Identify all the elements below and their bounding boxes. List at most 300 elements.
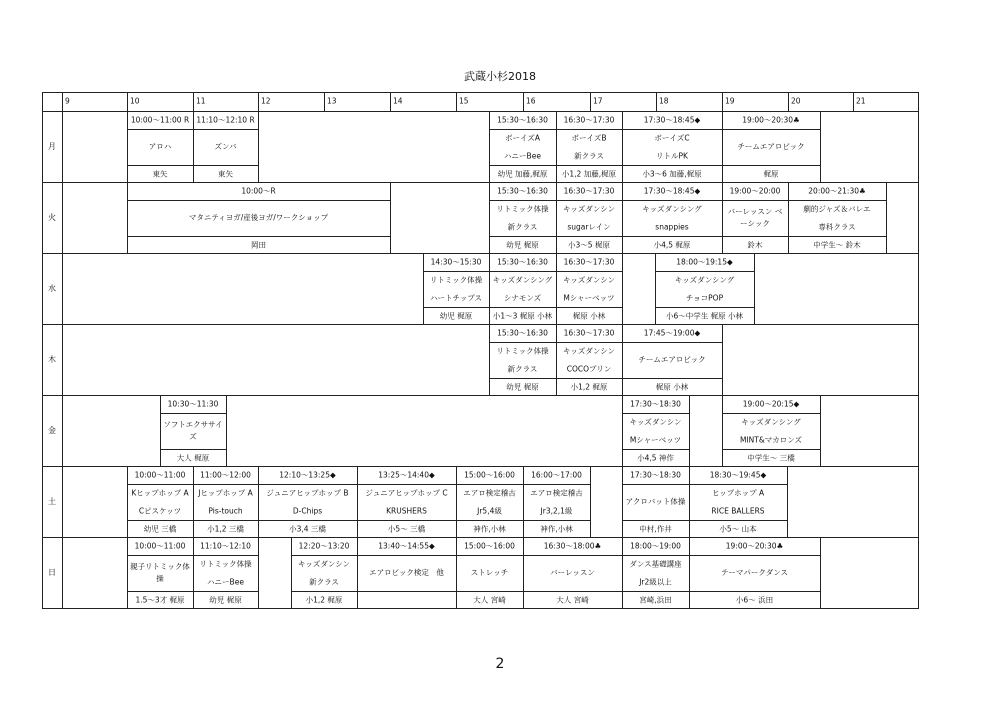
class-border [160,395,161,467]
class-bottom [423,324,490,325]
class-time: 16:30〜17:30 [563,257,615,267]
class-border [258,537,259,609]
class-time: 18:00〜19:00 [630,541,681,551]
class-name: Jヒップホップ A [198,488,253,498]
class-time: 12:10〜13:25◆ [279,470,336,480]
class-divider [622,520,690,521]
class-name: キッズダンシン [562,346,616,356]
class-time: 16:30〜17:30 [563,115,615,125]
class-name-sub: Mシャーベッツ [563,293,615,303]
hour-divider [656,92,657,112]
class-name: キッズダンシン [562,275,616,285]
class-name-sub: Jr5,4級 [477,506,502,516]
class-name: チームエアロビック [737,142,805,151]
class-time: 13:25〜14:40◆ [378,470,435,480]
class-bottom [722,253,789,254]
class-name: キッズダンシング [674,275,735,285]
class-teacher: 中村,作井 [639,523,672,533]
class-teacher: 神作,小林 [473,523,506,533]
class-divider [258,484,358,485]
class-time: 15:30〜16:30 [497,328,548,338]
class-divider [556,271,623,272]
class-bottom [622,466,690,467]
class-bottom [722,182,821,183]
class-bottom [556,395,623,396]
class-name-sub: Jr3,2,1級 [540,506,573,516]
class-divider [127,165,194,166]
class-name: 劇的ジャズ＆バレエ [803,204,871,214]
class-divider [622,378,723,379]
class-name-sub: 新クラス [507,222,538,232]
class-name-sub: 新クラス [574,151,604,161]
class-teacher: 宮崎,浜田 [639,594,672,604]
class-time: 10:30〜11:30 [167,399,219,409]
class-divider [357,591,457,592]
class-border [622,395,623,467]
class-divider [357,520,457,521]
class-name: ボーイズC [654,133,690,143]
class-bottom [523,537,591,538]
class-divider [722,449,821,450]
class-border [820,111,821,183]
class-divider [127,200,391,201]
class-divider [193,591,259,592]
class-divider [456,520,524,521]
class-teacher: 梶原 [763,168,779,178]
class-name-sub: リトルPK [656,151,688,161]
class-bottom [655,324,755,325]
hour-divider [853,92,854,112]
class-bottom [489,395,557,396]
class-divider [689,520,788,521]
class-teacher: 小6〜中学生 梶原 小林 [665,310,744,320]
class-border [523,537,524,609]
class-divider [523,520,591,521]
class-name: テーマパークダンス [720,568,789,577]
class-divider [489,307,557,308]
class-bottom [193,537,259,538]
class-name-sub: RICE BALLERS [711,506,765,516]
class-time: 13:40〜14:55◆ [378,541,435,551]
class-border [622,324,623,396]
class-time: 14:30〜15:30 [430,257,482,267]
class-time: 19:00〜20:00 [729,186,781,196]
class-teacher: 幼児 三橋 [143,523,177,533]
class-divider [523,555,623,556]
class-divider [622,484,690,485]
class-divider [655,307,755,308]
class-border [258,466,259,538]
day-label: 日 [48,567,56,577]
class-teacher: 中学生〜 鈴木 [813,239,861,249]
class-border [193,111,194,183]
class-time: 17:30〜18:30 [630,470,681,480]
hour-divider [590,92,591,112]
class-border [291,537,292,609]
class-time: 10:00〜11:00 [134,541,186,551]
class-divider [489,200,557,201]
class-bottom [689,608,821,609]
class-divider [689,484,788,485]
class-divider [722,129,821,130]
hour-label: 16 [526,96,536,106]
class-teacher: 小1,2 梶原 [570,381,608,391]
class-border [622,111,623,183]
class-border [622,182,623,254]
class-divider [127,591,194,592]
class-bottom [556,324,623,325]
class-name-sub: ハニーBee [207,577,244,587]
class-divider [160,449,227,450]
class-time: 19:00〜20:30♣ [725,541,784,551]
class-teacher: 小4,5 神作 [637,452,674,462]
class-bottom [622,537,690,538]
class-name: キッズダンシング [642,204,702,214]
class-time: 11:10〜12:10 R [196,115,255,125]
class-name-sub: Mシャーベッツ [629,435,682,445]
class-border [787,466,788,538]
day-label: 水 [48,283,56,293]
class-divider [556,378,623,379]
class-time: 10:00〜R [241,186,276,196]
class-time: 12:20〜13:20 [298,541,350,551]
class-border [489,182,490,254]
class-border [390,182,391,254]
page-title: 武蔵小杉2018 [464,70,536,83]
class-border [788,182,789,254]
class-name: エアロ検定稽古 [463,488,516,498]
class-name: リトミック体操 [429,275,483,285]
hour-label: 21 [856,96,866,106]
class-divider [556,307,623,308]
class-name: ダンス基礎講座 [629,559,682,569]
class-divider [423,271,490,272]
class-bottom [788,253,887,254]
class-name-sub: ハニーBee [504,151,541,161]
class-divider [556,165,623,166]
class-time: 15:30〜16:30 [497,257,548,267]
class-name-sub: シナモンズ [503,293,542,303]
class-divider [423,307,490,308]
class-bottom [489,253,557,254]
class-divider [523,484,591,485]
class-name-sub: Pis-touch [208,506,243,516]
hour-divider [456,92,457,112]
class-name-sub: チョコPOP [685,293,724,303]
table-right-border [918,92,919,609]
class-divider [622,449,690,450]
class-border [226,395,227,467]
hour-label: 13 [327,96,337,106]
class-time: 15:00〜16:00 [464,541,515,551]
class-border [489,111,490,183]
class-time: 11:00〜12:00 [200,470,251,480]
class-divider [291,555,358,556]
class-teacher: 小3〜6 加藤,梶原 [642,168,702,178]
hour-divider [324,92,325,112]
class-bottom [127,182,194,183]
class-name: バーレッスン ベーシック [727,207,783,228]
class-teacher: 1.5〜3才 梶原 [135,594,185,604]
class-teacher: 大人 宮崎 [556,594,589,604]
hour-label: 19 [725,96,735,106]
class-teacher: 小1〜3 梶原 小林 [492,310,553,320]
class-name: エアロ検定稽古 [530,488,583,498]
class-divider [556,236,623,237]
day-label: 月 [48,141,56,151]
class-divider [489,129,557,130]
class-divider [357,555,457,556]
class-name: 親子リトミック体操 [130,562,190,583]
class-divider [193,555,259,556]
class-time: 17:30〜18:45◆ [643,186,701,196]
class-name: キッズダンシン [629,417,682,427]
class-name: ソフトエクササイズ [163,420,223,441]
hour-label: 12 [261,96,271,106]
class-border [722,324,723,396]
class-border [489,324,490,396]
class-border [357,466,358,538]
class-divider [622,165,723,166]
class-border [622,466,623,538]
class-name-sub: Cピスケッツ [138,506,182,516]
class-divider [722,165,821,166]
class-divider [127,520,194,521]
class-time: 18:00〜19:15◆ [676,257,733,267]
class-bottom [489,182,557,183]
hour-label: 20 [791,96,801,106]
hour-divider [390,92,391,112]
class-border [556,253,557,325]
class-bottom [127,253,391,254]
class-name-sub: D-Chips [292,506,323,516]
class-name: ボーイズB [571,133,607,143]
class-border [127,182,128,254]
class-divider [622,236,723,237]
class-bottom [456,608,524,609]
hour-label: 17 [593,96,603,106]
class-name: チームエアロビック [638,355,706,364]
class-divider [622,129,723,130]
class-bottom [193,182,259,183]
class-divider [622,413,690,414]
class-name: ジュニアヒップホップ C [365,488,448,498]
class-border [722,182,723,254]
class-divider [357,484,457,485]
class-divider [788,200,887,201]
page-number: 2 [495,656,505,672]
class-teacher: 小1,2 三橋 [207,523,244,533]
class-name: アロハ [148,142,172,151]
day-label: 金 [48,425,56,435]
class-time: 19:00〜20:30♣ [742,115,800,125]
class-name-sub: COCOプリン [566,364,612,374]
class-divider [127,236,391,237]
class-name-sub: sugarレイン [567,222,611,232]
class-name-sub: 新クラス [309,577,339,587]
class-teacher: 幼児 梶原 [439,310,473,320]
class-teacher: 大人 梶原 [176,452,210,462]
class-divider [193,520,259,521]
class-bottom [556,253,623,254]
class-divider [258,520,358,521]
class-divider [291,591,358,592]
class-bottom [556,182,623,183]
class-time: 15:00〜16:00 [464,470,515,480]
class-divider [556,200,623,201]
class-border [722,111,723,183]
hour-divider [127,92,128,112]
class-divider [489,165,557,166]
class-name: リトミック体操 [199,559,252,569]
class-bottom [622,182,723,183]
class-border [689,466,690,538]
class-border [127,466,128,538]
class-teacher: 小3〜5 梶原 [568,239,610,249]
hour-divider [193,92,194,112]
class-teacher: 小1,2 加藤,梶原 [561,168,617,178]
class-divider [556,129,623,130]
class-border [556,324,557,396]
class-teacher: 東矢 [152,168,168,178]
class-border [423,253,424,325]
class-bottom [622,608,690,609]
class-teacher: 東矢 [218,168,233,178]
day-column-border [62,92,63,609]
class-border [622,537,623,609]
class-name-sub: 新クラス [507,364,538,374]
class-name: リトミック体操 [496,204,549,214]
class-teacher: 幼児 加藤,梶原 [497,168,548,178]
day-row-border [42,395,919,396]
class-divider [655,271,755,272]
class-border [523,466,524,538]
class-border [258,111,259,183]
class-name: キッズダンシン [297,559,351,569]
class-border [127,111,128,183]
class-border [689,395,690,467]
class-bottom [357,537,457,538]
class-divider [127,484,194,485]
class-bottom [127,608,194,609]
hour-divider [788,92,789,112]
class-border [622,253,623,325]
class-time: 19:00〜20:15◆ [742,399,800,409]
hour-divider [523,92,524,112]
class-border [193,466,194,538]
class-bottom [258,537,358,538]
class-name: ズンバ [214,142,237,151]
class-time: 16:30〜18:00♣ [543,541,602,551]
class-teacher: 神作,小林 [540,523,573,533]
class-bottom [291,608,358,609]
class-name-sub: KRUSHERS [386,506,427,516]
class-teacher: 岡田 [251,239,266,249]
class-teacher: 小1,2 梶原 [305,594,343,604]
class-bottom [622,253,723,254]
class-divider [722,200,789,201]
class-name-sub: ハートチップス [430,293,482,303]
class-divider [127,555,194,556]
class-time: 18:30〜19:45◆ [709,470,767,480]
class-teacher: 中学生〜 三橋 [747,452,795,462]
class-border [456,537,457,609]
hour-label: 14 [393,96,403,106]
class-divider [722,236,789,237]
day-label: 火 [48,212,56,222]
hour-divider [722,92,723,112]
class-time: 10:00〜11:00 R [130,115,190,125]
class-divider [622,342,723,343]
class-name: バーレッスン [550,568,595,577]
class-bottom [722,466,821,467]
class-border [193,537,194,609]
hour-label: 9 [65,96,70,106]
class-divider [689,591,821,592]
class-teacher: 鈴木 [747,239,763,249]
class-divider [788,236,887,237]
class-name-sub: Jr2級以上 [639,577,672,587]
class-border [820,537,821,609]
day-label: 土 [48,496,56,506]
class-bottom [622,395,723,396]
class-border [357,537,358,609]
class-name: エアロビック検定 他 [369,568,444,577]
class-time: 11:10〜12:10 [200,541,251,551]
class-border [689,537,690,609]
hour-label: 18 [659,96,669,106]
class-time: 20:00〜21:30♣ [808,186,866,196]
class-divider [193,129,259,130]
class-border [820,395,821,467]
class-divider [489,236,557,237]
class-name: ボーイズA [504,133,541,143]
class-border [127,537,128,609]
class-teacher: 小6〜 浜田 [735,594,774,604]
class-name: キッズダンシン [562,204,616,214]
class-teacher: 小4,5 梶原 [653,239,691,249]
class-name-sub: 専科クラス [818,222,856,232]
class-name: アクロバット体操 [625,497,686,506]
class-name: マタニティヨガ/産後ヨガ/ワークショップ [188,213,329,222]
class-bottom [127,537,194,538]
class-divider [622,200,723,201]
class-divider [193,484,259,485]
class-divider [556,342,623,343]
class-teacher: 小5〜 山本 [719,523,757,533]
class-time: 17:30〜18:30 [630,399,681,409]
class-name: キッズダンシング [741,417,801,427]
class-divider [689,555,821,556]
class-divider [127,129,194,130]
class-border [886,182,887,254]
class-border [754,253,755,325]
class-divider [456,591,524,592]
class-time: 17:30〜18:45◆ [643,115,701,125]
class-teacher: 小3,4 三橋 [289,523,326,533]
class-name: ヒップホップ A [711,488,765,498]
class-bottom [489,324,557,325]
class-bottom [357,608,457,609]
class-teacher: 梶原 小林 [572,310,606,320]
class-divider [456,555,524,556]
hour-label: 11 [196,96,206,106]
class-bottom [456,537,524,538]
class-teacher: 幼児 梶原 [209,594,242,604]
class-time: 10:00〜11:00 [134,470,186,480]
class-name: Kヒップホップ A [131,488,189,498]
class-divider [489,378,557,379]
